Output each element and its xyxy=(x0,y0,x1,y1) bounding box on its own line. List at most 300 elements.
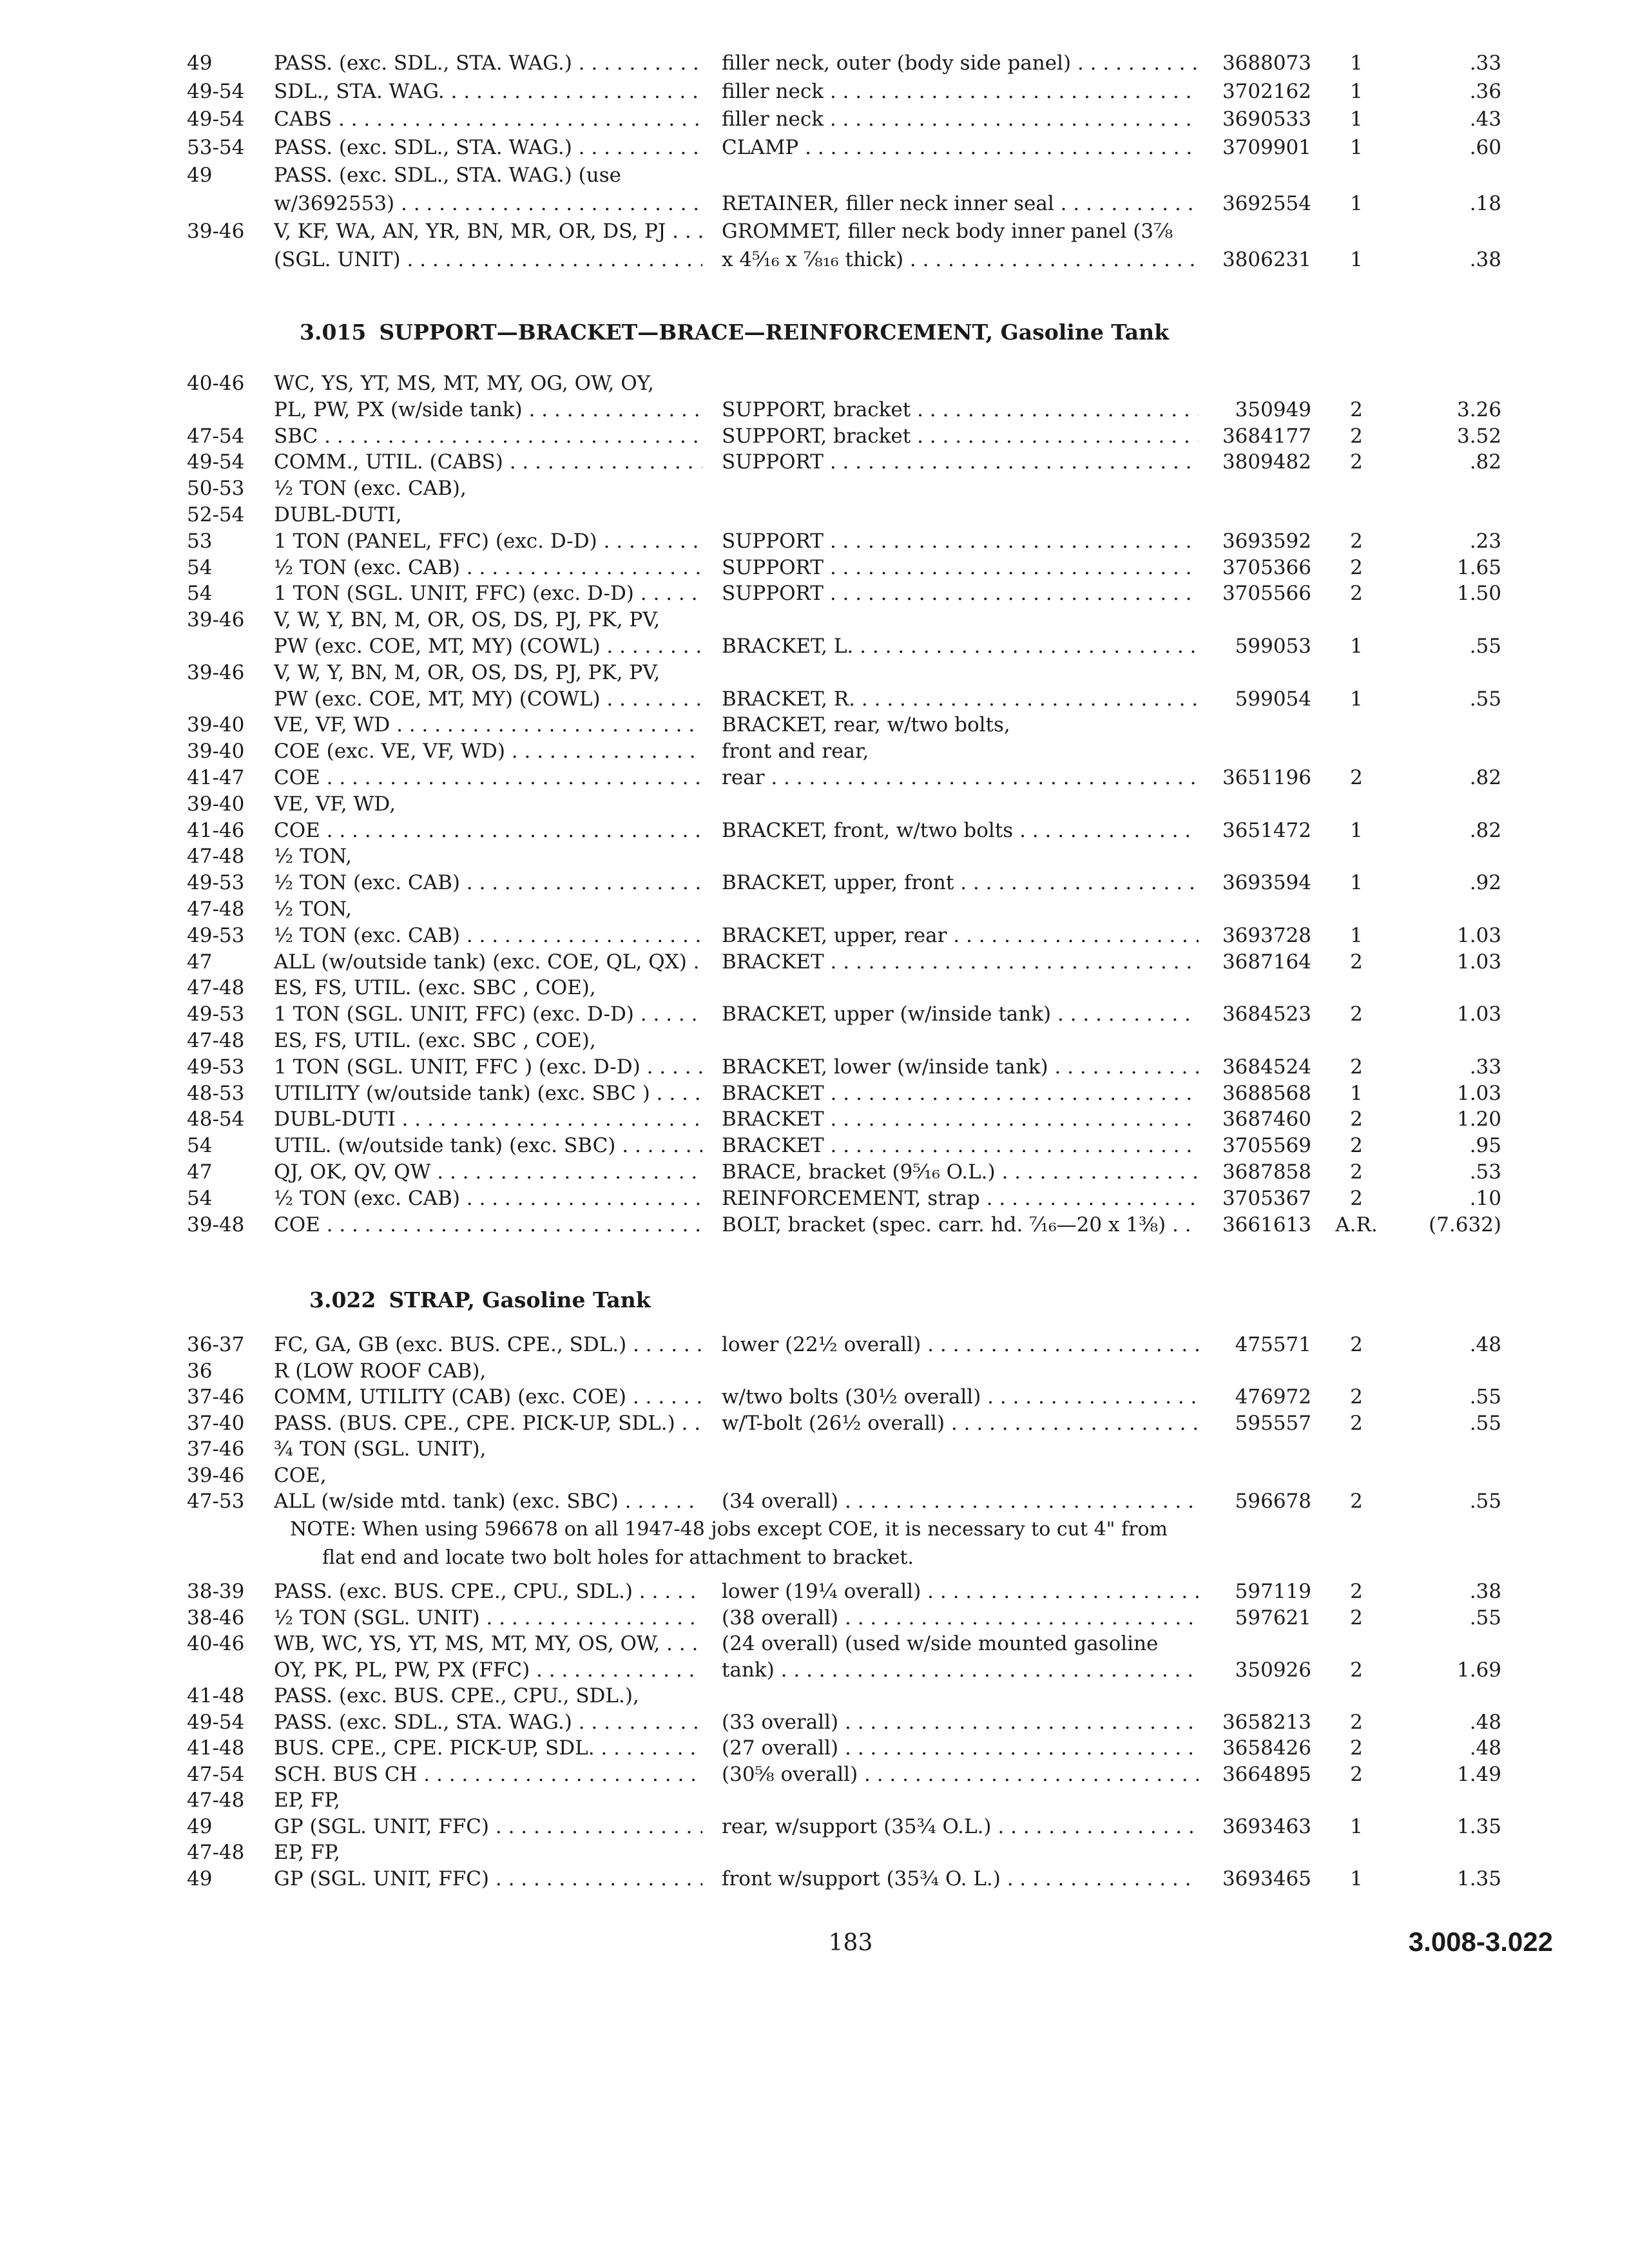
quantity xyxy=(1311,1053,1402,1081)
quantity-text: 1 xyxy=(1350,818,1363,842)
model-application-text: WB, WC, YS, YT, MS, MT, MY, OS, OW, xyxy=(274,1632,660,1655)
model-application-text: SBC xyxy=(274,424,318,448)
model-application xyxy=(274,77,702,106)
part-number xyxy=(1192,974,1311,1002)
model-application-text: ½ TON (exc. CAB) xyxy=(274,1186,460,1210)
model-application xyxy=(274,1604,702,1632)
part-number-text: 3806231 xyxy=(1222,247,1311,271)
year-range xyxy=(187,921,277,950)
quantity-text: 1 xyxy=(1350,923,1363,947)
part-row xyxy=(0,1461,1629,1490)
list-price xyxy=(1405,1786,1501,1814)
part-number xyxy=(1192,1838,1311,1867)
quantity xyxy=(1311,869,1402,897)
part-description-text: BRACKET, front, w/two bolts xyxy=(722,818,1014,842)
part-description xyxy=(722,1656,1199,1684)
year-range-text: 49-54 xyxy=(187,79,245,103)
quantity-text: 2 xyxy=(1350,1736,1363,1760)
part-number xyxy=(1192,422,1311,450)
model-application xyxy=(274,1000,702,1028)
year-range xyxy=(187,161,277,189)
part-description-text: rear, w/support (35¾ O.L.) xyxy=(722,1814,992,1838)
part-description xyxy=(722,606,1199,634)
quantity-text: 1 xyxy=(1350,79,1363,103)
part-description-text: BRACKET, L. xyxy=(722,635,854,658)
year-range-text: 37-46 xyxy=(187,1385,245,1408)
part-number-text: 3693465 xyxy=(1222,1867,1311,1890)
year-range-text: 49 xyxy=(187,164,213,187)
model-application-text: COE xyxy=(274,1213,320,1236)
part-description xyxy=(722,77,1199,106)
part-description-text: BRACKET xyxy=(722,1134,824,1158)
year-range xyxy=(187,869,277,897)
year-range-text: 41-46 xyxy=(187,818,245,842)
model-application xyxy=(274,842,702,870)
model-application-text: COE (exc. VE, VF, WD) xyxy=(274,740,505,764)
list-price xyxy=(1405,1629,1501,1658)
part-description-text: BRACKET, upper, front xyxy=(722,871,954,895)
model-application xyxy=(274,1838,702,1867)
model-application xyxy=(274,1629,702,1658)
list-price xyxy=(1405,77,1501,106)
year-range-text: 49 xyxy=(187,1867,213,1890)
part-number-text: 350926 xyxy=(1235,1658,1311,1682)
part-description xyxy=(722,1760,1199,1789)
section-heading xyxy=(309,1286,651,1314)
part-description xyxy=(722,553,1199,582)
part-number xyxy=(1192,1158,1311,1186)
model-application xyxy=(274,606,702,634)
part-row xyxy=(0,501,1629,529)
year-range-text: 40-46 xyxy=(187,1632,245,1655)
part-row xyxy=(0,105,1629,133)
list-price xyxy=(1405,161,1501,189)
quantity-text: 2 xyxy=(1350,424,1363,448)
quantity xyxy=(1311,1211,1402,1239)
list-price xyxy=(1405,711,1501,739)
part-description xyxy=(722,1786,1199,1814)
model-application-text: EP, FP, xyxy=(274,1789,340,1812)
list-price xyxy=(1405,1409,1501,1437)
list-price-text: 1.50 xyxy=(1456,582,1501,606)
part-description xyxy=(722,161,1199,189)
quantity xyxy=(1311,217,1402,245)
part-number xyxy=(1192,189,1311,218)
quantity xyxy=(1311,1708,1402,1736)
model-application xyxy=(274,448,702,476)
part-description-text: rear xyxy=(722,766,765,789)
quantity-text: 2 xyxy=(1350,1108,1363,1131)
model-application-text: VE, VF, WD xyxy=(274,713,390,737)
quantity xyxy=(1311,1865,1402,1893)
part-description xyxy=(722,948,1199,976)
quantity xyxy=(1311,1000,1402,1028)
year-range xyxy=(187,816,277,845)
year-range xyxy=(187,49,277,77)
year-range-text: 47-54 xyxy=(187,424,245,448)
part-description xyxy=(722,1331,1199,1359)
part-number xyxy=(1192,1211,1311,1239)
page-number: 183 xyxy=(828,1930,873,1956)
quantity xyxy=(1311,579,1402,608)
model-application xyxy=(274,1211,702,1239)
year-range-text: 39-46 xyxy=(187,660,245,684)
model-application xyxy=(274,1105,702,1133)
quantity xyxy=(1311,1487,1402,1515)
quantity xyxy=(1311,790,1402,818)
part-number xyxy=(1192,77,1311,106)
list-price-text: .60 xyxy=(1469,135,1501,159)
quantity-text: 2 xyxy=(1350,1710,1363,1734)
model-application-text: ES, FS, UTIL. (exc. SBC , COE), xyxy=(274,976,596,1000)
model-application xyxy=(274,1812,702,1841)
year-range xyxy=(187,1760,277,1789)
year-range xyxy=(187,1105,277,1133)
model-application-text: PL, PW, PX (w/side tank) xyxy=(274,398,523,421)
quantity xyxy=(1311,1682,1402,1710)
part-description xyxy=(722,764,1199,792)
list-price xyxy=(1405,133,1501,162)
list-price xyxy=(1405,1331,1501,1359)
part-description xyxy=(722,974,1199,1002)
quantity xyxy=(1311,1079,1402,1108)
model-application-text: PASS. (exc. BUS. CPE., CPU., SDL.) xyxy=(274,1580,633,1603)
quantity xyxy=(1311,422,1402,450)
model-application xyxy=(274,133,702,162)
part-description xyxy=(722,711,1199,739)
part-number xyxy=(1192,764,1311,792)
quantity xyxy=(1311,501,1402,529)
model-application-text: EP, FP, xyxy=(274,1841,340,1864)
part-description xyxy=(722,1158,1199,1186)
year-range-text: 49-53 xyxy=(187,923,245,947)
list-price-text: 1.49 xyxy=(1456,1762,1501,1786)
list-price xyxy=(1405,658,1501,687)
part-description xyxy=(722,217,1199,245)
part-description xyxy=(722,658,1199,687)
part-description-text: filler neck xyxy=(722,108,824,131)
quantity-text: 2 xyxy=(1350,450,1363,474)
part-row xyxy=(0,1786,1629,1814)
part-number xyxy=(1192,369,1311,398)
model-application xyxy=(274,1577,702,1606)
part-number xyxy=(1192,1383,1311,1411)
part-number xyxy=(1192,1577,1311,1606)
part-number-text: 3688568 xyxy=(1222,1081,1311,1105)
quantity xyxy=(1311,816,1402,845)
part-row xyxy=(0,921,1629,950)
list-price xyxy=(1405,1357,1501,1385)
year-range-text: 39-48 xyxy=(187,1213,245,1236)
year-range xyxy=(187,527,277,555)
part-description-text: BRACKET xyxy=(722,1081,824,1105)
part-description-text: REINFORCEMENT, strap xyxy=(722,1186,980,1210)
list-price-text: .55 xyxy=(1469,1606,1501,1629)
year-range-text: 54 xyxy=(187,582,213,606)
part-description xyxy=(722,869,1199,897)
part-description-text: BRACE, bracket (9⁵⁄₁₆ O.L.) xyxy=(722,1160,996,1184)
quantity xyxy=(1311,1435,1402,1463)
quantity xyxy=(1311,527,1402,555)
quantity xyxy=(1311,1812,1402,1841)
part-number xyxy=(1192,161,1311,189)
quantity xyxy=(1311,895,1402,923)
list-price xyxy=(1405,501,1501,529)
part-description xyxy=(722,1026,1199,1055)
list-price xyxy=(1405,1682,1501,1710)
model-application-text: PASS. (exc. BUS. CPE., CPU., SDL.), xyxy=(274,1684,639,1707)
year-range xyxy=(187,974,277,1002)
quantity-text: 2 xyxy=(1350,555,1363,579)
year-range-text: 54 xyxy=(187,1134,213,1158)
year-range xyxy=(187,1184,277,1213)
year-range xyxy=(187,1487,277,1515)
model-application xyxy=(274,1053,702,1081)
quantity xyxy=(1311,1629,1402,1658)
part-row xyxy=(0,869,1629,897)
year-range-text: 41-48 xyxy=(187,1684,245,1707)
model-application-text: PASS. (exc. SDL., STA. WAG.) xyxy=(274,1710,572,1734)
part-number xyxy=(1192,579,1311,608)
year-range-text: 39-40 xyxy=(187,740,245,764)
part-row xyxy=(0,474,1629,503)
part-row xyxy=(0,77,1629,106)
year-range-text: 37-40 xyxy=(187,1411,245,1435)
part-description xyxy=(722,448,1199,476)
model-application-text: ½ TON (exc. CAB) xyxy=(274,555,460,579)
year-range-text: 49-53 xyxy=(187,1003,245,1026)
model-application-text: SCH. BUS CH xyxy=(274,1762,418,1786)
year-range-text: 39-46 xyxy=(187,608,245,632)
quantity-text: 2 xyxy=(1350,950,1363,974)
list-price xyxy=(1405,921,1501,950)
model-application-text: COMM, UTILITY (CAB) (exc. COE) xyxy=(274,1385,626,1408)
part-row xyxy=(0,658,1629,687)
quantity-text: 2 xyxy=(1350,529,1363,553)
list-price xyxy=(1405,790,1501,818)
year-range-text: 49-54 xyxy=(187,1710,245,1734)
model-application xyxy=(274,658,702,687)
model-application-text: ALL (w/outside tank) (exc. COE, QL, QX) xyxy=(274,950,687,974)
part-row xyxy=(0,553,1629,582)
model-application xyxy=(274,1026,702,1055)
list-price xyxy=(1405,764,1501,792)
list-price-text: .95 xyxy=(1469,1134,1501,1158)
part-row xyxy=(0,606,1629,634)
part-description-text: SUPPORT xyxy=(722,555,824,579)
model-application-text: UTILITY (w/outside tank) (exc. SBC ) xyxy=(274,1081,650,1105)
list-price xyxy=(1405,1604,1501,1632)
year-range xyxy=(187,1158,277,1186)
year-range xyxy=(187,842,277,870)
quantity-text: 2 xyxy=(1350,398,1363,421)
part-number-text: 3690533 xyxy=(1222,108,1311,131)
list-price-text: 1.65 xyxy=(1456,555,1501,579)
year-range xyxy=(187,1708,277,1736)
list-price xyxy=(1405,579,1501,608)
part-description-text: lower (22½ overall) xyxy=(722,1333,921,1356)
part-description xyxy=(722,1812,1199,1841)
model-application-text: PW (exc. COE, MT, MY) (COWL) xyxy=(274,635,601,658)
year-range-text: 48-54 xyxy=(187,1108,245,1131)
section-number: 3.022 xyxy=(309,1287,376,1312)
part-description xyxy=(722,1079,1199,1108)
part-row xyxy=(0,396,1629,424)
part-row xyxy=(0,790,1629,818)
quantity xyxy=(1311,1131,1402,1160)
model-application-text: ½ TON (exc. CAB) xyxy=(274,871,460,895)
year-range xyxy=(187,245,277,274)
part-row xyxy=(0,1734,1629,1762)
model-application-text: UTIL. (w/outside tank) (exc. SBC) xyxy=(274,1134,616,1158)
part-description-text: BRACKET, upper, rear xyxy=(722,923,947,947)
part-row xyxy=(0,1487,1629,1515)
part-row xyxy=(0,422,1629,450)
part-number-text: 595557 xyxy=(1235,1411,1311,1435)
part-number-text: 3687164 xyxy=(1222,950,1311,974)
year-range-text: 47-48 xyxy=(187,1789,245,1812)
part-number xyxy=(1192,217,1311,245)
part-row xyxy=(0,1105,1629,1133)
part-row xyxy=(0,816,1629,845)
part-number xyxy=(1192,1865,1311,1893)
part-description xyxy=(722,369,1199,398)
part-number-text: 597119 xyxy=(1235,1580,1311,1603)
part-description-text: BRACKET, rear, w/two bolts, xyxy=(722,713,1010,737)
quantity-text: 1 xyxy=(1350,135,1363,159)
quantity xyxy=(1311,1184,1402,1213)
part-number xyxy=(1192,1357,1311,1385)
year-range xyxy=(187,1682,277,1710)
model-application xyxy=(274,1734,702,1762)
part-description xyxy=(722,49,1199,77)
part-row xyxy=(0,369,1629,398)
part-description-text: SUPPORT xyxy=(722,582,824,606)
part-number-text: 475571 xyxy=(1235,1333,1311,1356)
model-application-text: V, W, Y, BN, M, OR, OS, DS, PJ, PK, PV, xyxy=(274,608,660,632)
year-range xyxy=(187,1812,277,1841)
year-range xyxy=(187,1786,277,1814)
quantity-text: 1 xyxy=(1350,1814,1363,1838)
list-price-text: .82 xyxy=(1469,450,1501,474)
year-range-text: 49 xyxy=(187,1814,213,1838)
quantity xyxy=(1311,1604,1402,1632)
year-range-text: 36 xyxy=(187,1359,213,1383)
part-number xyxy=(1192,790,1311,818)
list-price xyxy=(1405,422,1501,450)
year-range xyxy=(187,553,277,582)
model-application-text: PW (exc. COE, MT, MY) (COWL) xyxy=(274,687,601,711)
part-number xyxy=(1192,685,1311,713)
part-description xyxy=(722,189,1199,218)
quantity xyxy=(1311,948,1402,976)
list-price-text: .48 xyxy=(1469,1736,1501,1760)
model-application xyxy=(274,1383,702,1411)
model-application xyxy=(274,553,702,582)
part-number xyxy=(1192,527,1311,555)
part-number-text: 3705566 xyxy=(1222,582,1311,606)
model-application-text: DUBL-DUTI, xyxy=(274,503,402,526)
part-row xyxy=(0,1629,1629,1658)
section-range: 3.008-3.022 xyxy=(1408,1927,1553,1957)
part-description xyxy=(722,245,1199,274)
part-number xyxy=(1192,948,1311,976)
year-range-text: 47-48 xyxy=(187,1029,245,1052)
list-price xyxy=(1405,632,1501,660)
part-row xyxy=(0,1838,1629,1867)
list-price-text: 1.03 xyxy=(1456,1003,1501,1026)
part-number xyxy=(1192,1656,1311,1684)
quantity-text: 1 xyxy=(1350,1867,1363,1890)
part-row xyxy=(0,1435,1629,1463)
year-range-text: 39-40 xyxy=(187,792,245,816)
model-application xyxy=(274,816,702,845)
model-application-text: V, W, Y, BN, M, OR, OS, DS, PJ, PK, PV, xyxy=(274,660,660,684)
part-number-text: 3684523 xyxy=(1222,1003,1311,1026)
year-range-text: 50-53 xyxy=(187,477,245,501)
quantity-text: A.R. xyxy=(1335,1213,1378,1236)
part-row xyxy=(0,1053,1629,1081)
part-number-text: 3687460 xyxy=(1222,1108,1311,1131)
year-range xyxy=(187,1577,277,1606)
quantity-text: 1 xyxy=(1350,871,1363,895)
part-number-text: 3705366 xyxy=(1222,555,1311,579)
model-application-text: COE, xyxy=(274,1463,327,1487)
quantity xyxy=(1311,369,1402,398)
list-price xyxy=(1405,1461,1501,1490)
model-application xyxy=(274,1131,702,1160)
model-application xyxy=(274,1357,702,1385)
year-range-text: 47-48 xyxy=(187,1841,245,1864)
year-range xyxy=(187,1865,277,1893)
list-price-text: 3.52 xyxy=(1456,424,1501,448)
year-range-text: 47 xyxy=(187,950,213,974)
part-number xyxy=(1192,1079,1311,1108)
list-price-text: .36 xyxy=(1469,79,1501,103)
model-application-text: ½ TON (SGL. UNIT) xyxy=(274,1606,480,1629)
part-row xyxy=(0,527,1629,555)
list-price-text: 1.69 xyxy=(1456,1658,1501,1682)
year-range xyxy=(187,1383,277,1411)
list-price-text: .48 xyxy=(1469,1710,1501,1734)
part-description xyxy=(722,1487,1199,1515)
part-number-text: 3658213 xyxy=(1222,1710,1311,1734)
part-number xyxy=(1192,1812,1311,1841)
part-number xyxy=(1192,105,1311,133)
part-row xyxy=(0,1211,1629,1239)
model-application xyxy=(274,501,702,529)
list-price-text: .55 xyxy=(1469,687,1501,711)
part-description-text: SUPPORT, bracket xyxy=(722,424,911,448)
part-description xyxy=(722,1211,1199,1239)
model-application xyxy=(274,921,702,950)
part-number xyxy=(1192,869,1311,897)
model-application xyxy=(274,1435,702,1463)
quantity xyxy=(1311,161,1402,189)
list-price xyxy=(1405,737,1501,765)
list-price xyxy=(1405,217,1501,245)
part-description-text: SUPPORT, bracket xyxy=(722,398,911,421)
part-row xyxy=(0,632,1629,660)
part-description xyxy=(722,527,1199,555)
quantity xyxy=(1311,1760,1402,1789)
part-row xyxy=(0,1708,1629,1736)
part-description-text: tank) xyxy=(722,1658,775,1682)
part-number xyxy=(1192,1734,1311,1762)
quantity-text: 2 xyxy=(1350,1606,1363,1629)
year-range-text: 49-53 xyxy=(187,1055,245,1079)
model-application-text: QJ, OK, QV, QW xyxy=(274,1160,431,1184)
